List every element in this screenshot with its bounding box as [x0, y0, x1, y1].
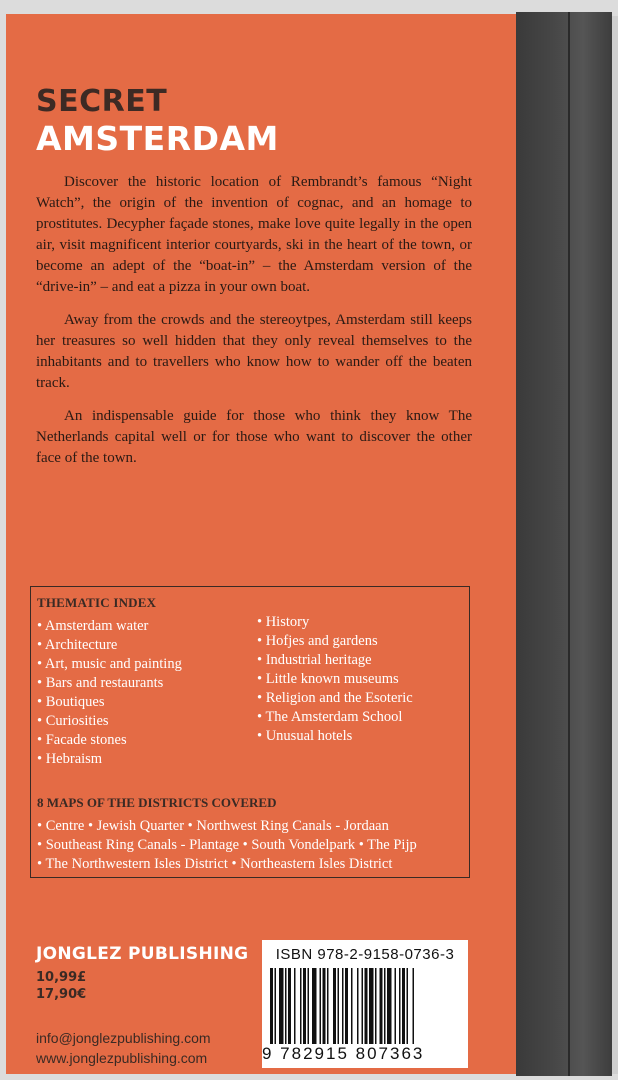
index-item: • Bars and restaurants	[37, 674, 182, 693]
thematic-index-right-list	[257, 613, 413, 746]
blurb-text	[36, 172, 472, 481]
barcode-bar	[270, 968, 273, 1044]
maps-title: 8 MAPS OF THE DISTRICTS COVERED	[37, 795, 277, 810]
barcode-bar	[323, 968, 326, 1044]
barcode-bar	[345, 968, 348, 1044]
thematic-index-box	[30, 586, 470, 878]
barcode-bar	[279, 968, 284, 1044]
index-item: • Unusual hotels	[257, 727, 413, 746]
index-item: • Curiosities	[37, 712, 182, 731]
price-eur: 17,90€	[36, 987, 87, 1002]
barcode-bar	[275, 968, 277, 1044]
index-item: • Boutiques	[37, 693, 182, 712]
barcode-bar	[294, 968, 296, 1044]
spine-crease	[568, 12, 570, 1076]
barcode-bar	[312, 968, 317, 1044]
barcode-bar	[327, 968, 329, 1044]
barcode-bar	[380, 968, 383, 1044]
blurb-paragraph-1: Discover the historic location of Rembrandt’s famous “Night Watch”, the origin of the invention of cognac, and an homage to prostitutes. Decypher façade stones, make love quite legally in the open air, visit magnificent interior courtyards, ski in the heart of the town, or become an adept of the “boat-in” – the Amsterdam version of the “drive-in” – and eat a pizza in your own boat.	[36, 174, 472, 295]
barcode-bar	[413, 968, 415, 1044]
barcode-bar	[399, 968, 401, 1044]
index-item: • The Amsterdam School	[257, 708, 413, 727]
barcode-bar	[320, 968, 322, 1044]
index-item: • Facade stones	[37, 731, 182, 750]
publisher-website: www.jonglezpublishing.com	[36, 1050, 208, 1066]
barcode-bar	[338, 968, 340, 1044]
barcode-bar	[395, 968, 397, 1044]
barcode-bar	[384, 968, 386, 1044]
title-secret: SECRET	[36, 84, 168, 119]
barcode-panel	[262, 940, 468, 1068]
barcode-bar	[308, 968, 310, 1044]
index-item: • Little known museums	[257, 670, 413, 689]
barcode-bar	[357, 968, 359, 1044]
blurb-paragraph-2: Away from the crowds and the stereoytpes, Amsterdam still keeps her treasures so well hidden that they only reveal themselves to the inhabitants and to travellers who know how to wander off the beaten track.	[36, 312, 472, 391]
barcode-bar	[285, 968, 287, 1044]
index-item: • Architecture	[37, 636, 182, 655]
barcode-bar	[407, 968, 409, 1044]
maps-list	[37, 817, 467, 874]
page-edge	[612, 16, 618, 1074]
barcode-bar	[288, 968, 291, 1044]
isbn-label: ISBN 978-2-9158-0736-3	[275, 946, 455, 963]
price-gbp: 10,99£	[36, 970, 87, 985]
barcode-bar	[342, 968, 344, 1044]
index-item: • History	[257, 613, 413, 632]
index-item: • Hofjes and gardens	[257, 632, 413, 651]
barcode-bar	[303, 968, 306, 1044]
index-item: • Religion and the Esoteric	[257, 689, 413, 708]
publisher-name: JONGLEZ PUBLISHING	[36, 944, 249, 964]
barcode-bar	[351, 968, 353, 1044]
blurb-paragraph-3: An indispensable guide for those who think they know The Netherlands capital well or for those who want to discover the other face of the town.	[36, 408, 472, 466]
barcode-bar	[300, 968, 302, 1044]
index-item: • Amsterdam water	[37, 617, 182, 636]
maps-line: • The Northwestern Isles District • Northeastern Isles District	[37, 856, 393, 872]
index-item: • Hebraism	[37, 750, 182, 769]
ean-digits: 9 782915 807363	[262, 1044, 425, 1063]
index-item: • Industrial heritage	[257, 651, 413, 670]
barcode-bar	[387, 968, 392, 1044]
index-item: • Art, music and painting	[37, 655, 182, 674]
barcode-bar	[369, 968, 374, 1044]
barcode-bar	[375, 968, 377, 1044]
maps-line: • Centre • Jewish Quarter • Northwest Ring Canals - Jordaan	[37, 818, 389, 834]
thematic-index-left-list	[37, 617, 182, 769]
barcode-bar	[362, 968, 364, 1044]
publisher-email: info@jonglezpublishing.com	[36, 1030, 211, 1046]
title-amsterdam: AMSTERDAM	[36, 119, 279, 158]
maps-line: • Southeast Ring Canals - Plantage • South Vondelpark • The Pijp	[37, 837, 417, 853]
barcode-bar	[402, 968, 405, 1044]
book-spine	[516, 12, 612, 1076]
barcode-bar	[365, 968, 368, 1044]
barcode-icon	[270, 968, 460, 1044]
thematic-index-title: THEMATIC INDEX	[37, 595, 157, 610]
barcode-bar	[333, 968, 336, 1044]
